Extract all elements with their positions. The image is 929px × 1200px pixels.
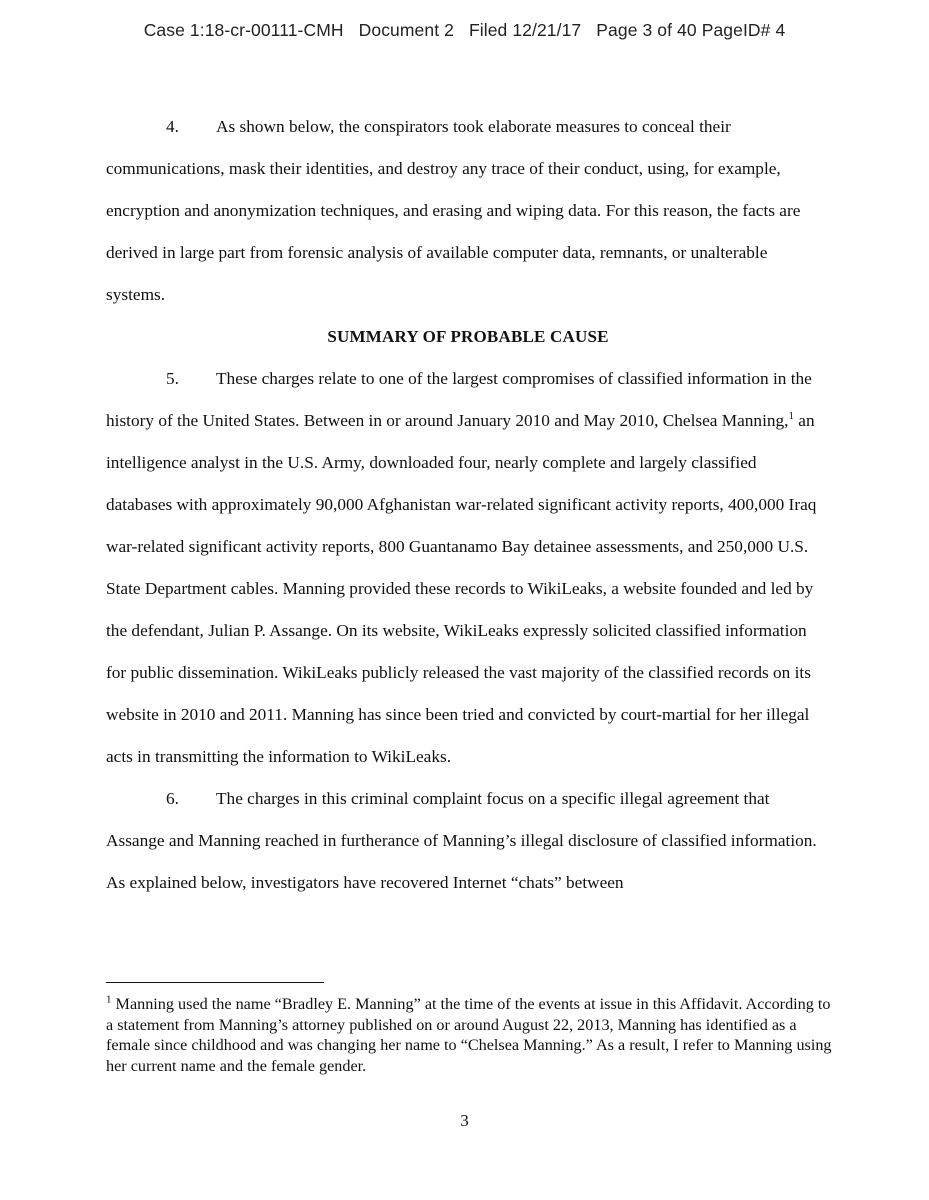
footnote-marker: 1: [106, 993, 112, 1006]
header-page-id: PageID# 4: [701, 20, 786, 40]
paragraph-6: [106, 778, 826, 904]
footnote: [106, 994, 836, 1076]
paragraph-number: 4.: [166, 117, 179, 136]
paragraph-number: 5.: [166, 369, 179, 388]
footnote-reference: 1: [788, 410, 794, 423]
paragraph-text: As shown below, the conspirators took elaborate measures to conceal their communications, mask their identities, and destroy any trace of their conduct, using, for example, encryption and anonymization techniques, and erasing and wiping data. For this reason, the facts are derived in large part from forensic analysis of available computer data, remnants, or unalterable systems.: [106, 117, 801, 304]
section-heading: SUMMARY OF PROBABLE CAUSE: [327, 327, 609, 346]
paragraph-5: [106, 358, 826, 778]
page-number: 3: [460, 1111, 469, 1130]
header-document-number: Document 2: [358, 20, 454, 40]
footnote-text: Manning used the name “Bradley E. Manning” at the time of the events at issue in this Affidavit. According to a statement from Manning’s attorney published on or around August 22, 2013, Manning has identified as a female since childhood and was changing her name to “Chelsea Manning.” As a result, I refer to Manning using her current name and the female gender.: [106, 995, 832, 1075]
header-page-count: Page 3 of 40: [596, 20, 697, 40]
header-case-number: Case 1:18-cr-00111-CMH: [143, 20, 344, 40]
footnote-divider: [106, 982, 324, 983]
paragraph-text: These charges relate to one of the largest compromises of classified information in the history of the United States. Between in or around January 2010 and May 2010, Chelsea Manning,: [106, 369, 812, 430]
header-filed-date: Filed 12/21/17: [468, 20, 582, 40]
paragraph-number: 6.: [166, 789, 179, 808]
paragraph-text-continued: an intelligence analyst in the U.S. Army, downloaded four, nearly complete and largely classified databases with approximately 90,000 Afghanistan war-related significant activity reports, 400,000 Iraq war-related significant activity reports, 800 Guantanamo Bay detainee assessments, and 250,000 U.S. State Department cables. Manning provided these records to WikiLeaks, a website founded and led by the defendant, Julian P. Assange. On its website, WikiLeaks expressly solicited classified information for public dissemination. WikiLeaks publicly released the vast majority of the classified records on its website in 2010 and 2011. Manning has since been tried and convicted by court-martial for her illegal acts in transmitting the information to WikiLeaks.: [106, 411, 817, 766]
document-header: [0, 20, 929, 41]
paragraph-4: [106, 106, 826, 316]
paragraph-text: The charges in this criminal complaint focus on a specific illegal agreement that Assange and Manning reached in furtherance of Manning’s illegal disclosure of classified information. As explained below, investigators have recovered Internet “chats” between: [106, 789, 817, 892]
document-body: [106, 106, 826, 904]
